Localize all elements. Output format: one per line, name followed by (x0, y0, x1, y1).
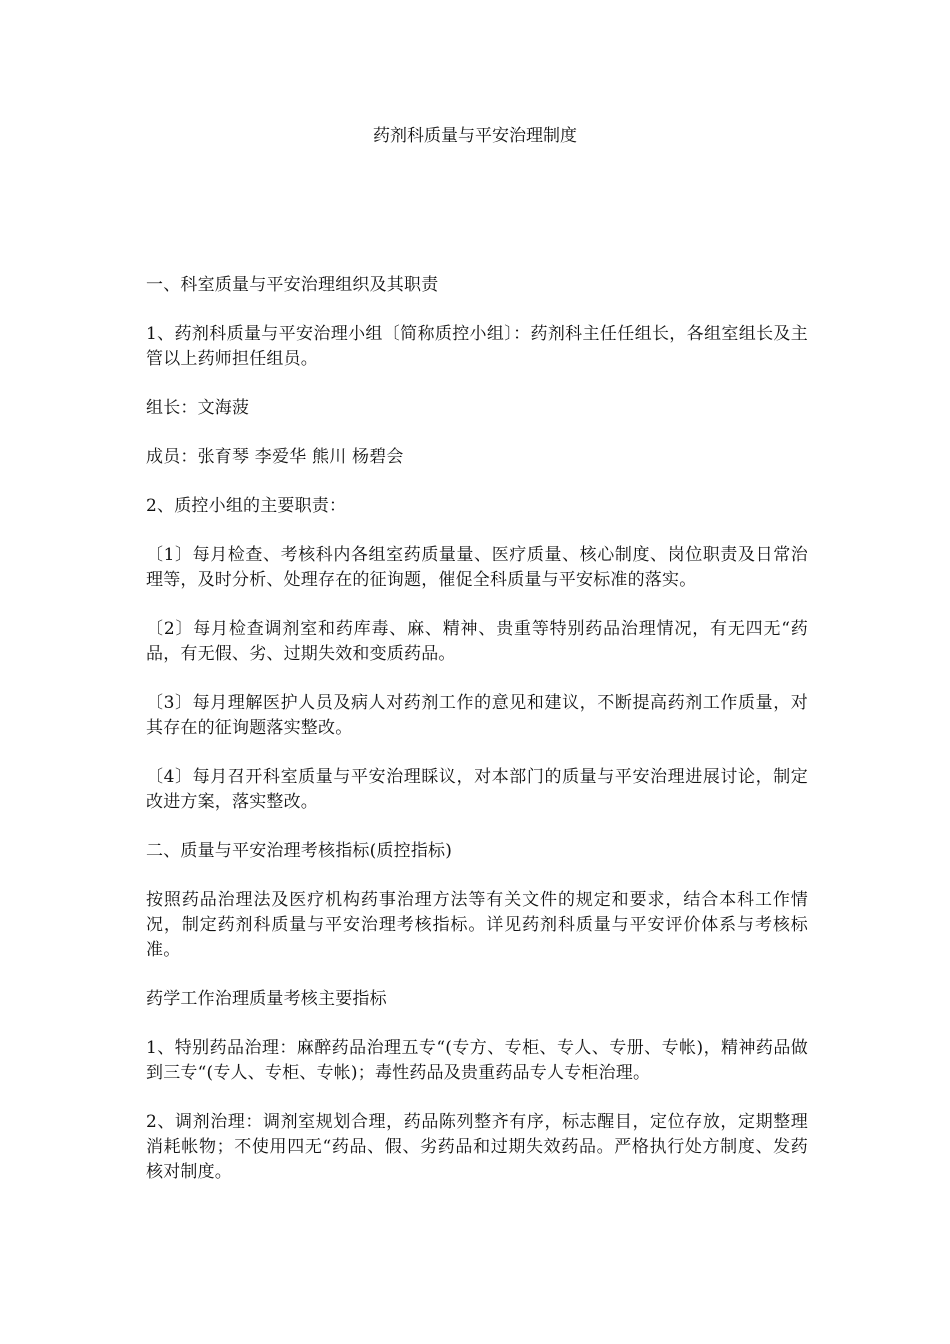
paragraph-duty-2: 〔2〕每月检查调剂室和药库毒、麻、精神、贵重等特别药品治理情况，有无四无“药品，有无假、劣、过期失效和变质药品。 (146, 619, 808, 664)
paragraph-duty-1: 〔1〕每月检查、考核科内各组室药质量量、医疗质量、核心制度、岗位职责及日常治理等，及时分析、处理存在的征询题，催促全科质量与平安标准的落实。 (146, 545, 808, 590)
paragraph-group-members: 成员：张育琴 李爱华 熊川 杨碧会 (146, 447, 404, 467)
paragraph-indicators-basis: 按照药品治理法及医疗机构药事治理方法等有关文件的规定和要求，结合本科工作情况，制定药剂科质量与平安治理考核指标。详见药剂科质量与平安评价体系与考核标准。 (146, 890, 808, 960)
paragraph-indicators-title: 药学工作治理质量考核主要指标 (146, 989, 387, 1009)
paragraph-group-leader: 组长：文海菠 (146, 398, 250, 418)
document-title: 药剂科质量与平安治理制度 (373, 126, 577, 146)
paragraph-indicator-dispensing: 2、调剂治理：调剂室规划合理，药品陈列整齐有序，标志醒目，定位存放，定期整理消耗帐物；不使用四无“药品、假、劣药品和过期失效药品。严格执行处方制度、发药核对制度。 (146, 1112, 808, 1182)
paragraph-duty-4: 〔4〕每月召开科室质量与平安治理睬议，对本部门的质量与平安治理进展讨论，制定改进方案，落实整改。 (146, 767, 808, 812)
paragraph-duty-3: 〔3〕每月理解医护人员及病人对药剂工作的意见和建议，不断提高药剂工作质量，对其存在的征询题落实整改。 (146, 693, 808, 738)
paragraph-qc-group: 1、药剂科质量与平安治理小组〔简称质控小组〕：药剂科主任任组长，各组室组长及主管以上药师担任组员。 (146, 324, 808, 369)
document-body (146, 273, 808, 1209)
paragraph-indicator-special-drugs: 1、特别药品治理：麻醉药品治理五专“(专方、专柜、专人、专册、专帐)，精神药品做到三专“(专人、专柜、专帐)；毒性药品及贵重药品专人专柜治理。 (146, 1038, 808, 1083)
paragraph-main-duties: 2、质控小组的主要职责： (146, 496, 347, 516)
section-heading-organization: 一、科室质量与平安治理组织及其职责 (146, 275, 439, 295)
section-heading-indicators: 二、质量与平安治理考核指标(质控指标) (146, 841, 453, 861)
